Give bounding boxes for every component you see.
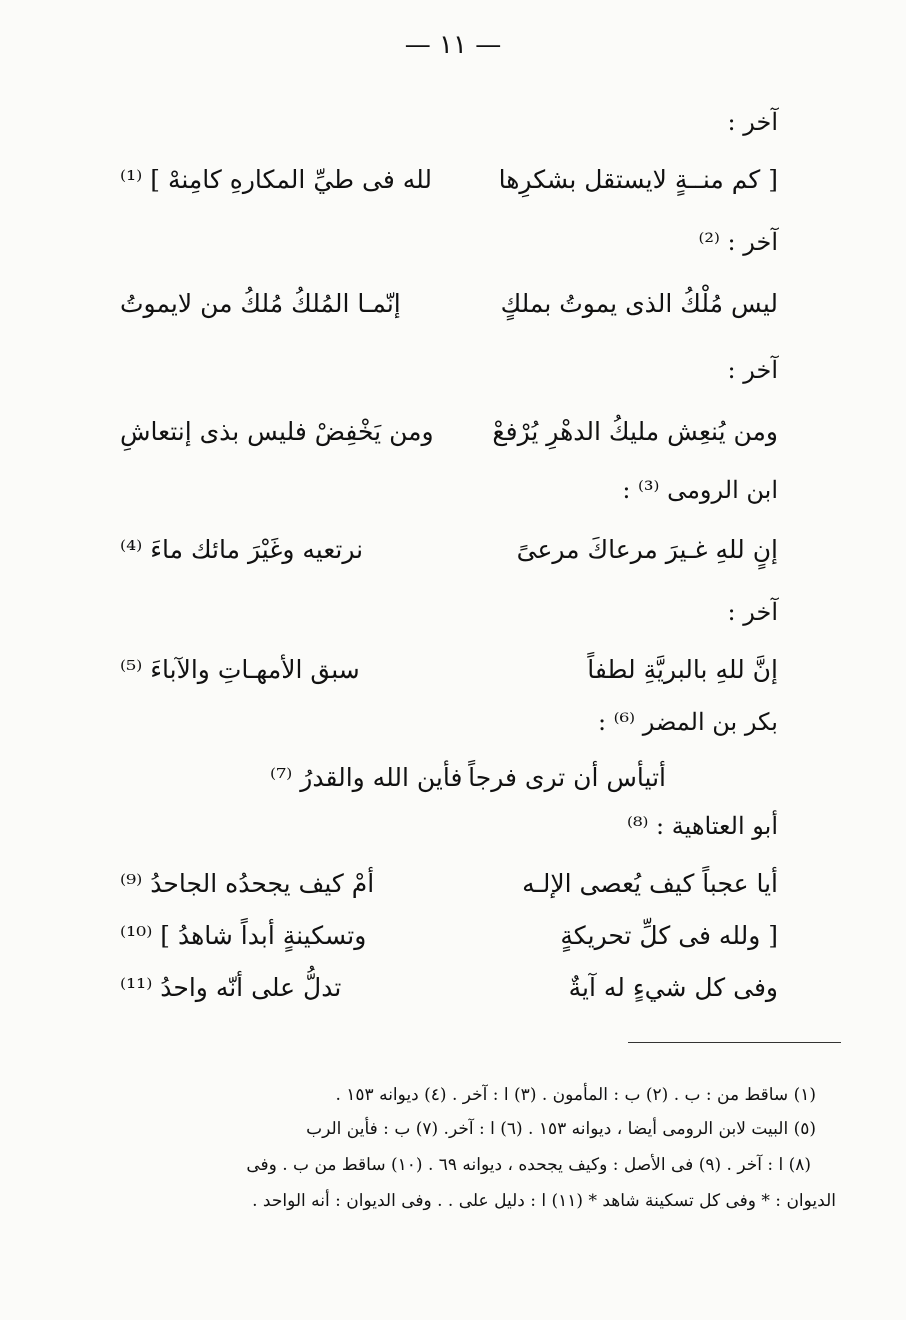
verse-line [120,158,778,202]
poet-heading: آخر : [727,356,778,384]
verse-hemistich-right: ومن يُنعِش مليكُ الدهْرِ يُرْفعْ [492,417,778,446]
footnote-line: الديوان : * وفى كل تسكينة شاهد * (١١) ا : دليل على . . وفى الديوان : أنه الواحد . [252,1191,836,1211]
poet-heading: آخر : ⁽²⁾ [698,228,778,256]
verse-line [120,966,778,1010]
poet-heading: أبو العتاهية : ⁽⁸⁾ [626,812,778,840]
verse-line [120,410,778,454]
footnote-line: (١) ساقط من : ب . (٢) ب : المأمون . (٣) ا : آخر . (٤) ديوانه ١٥٣ . [335,1085,816,1105]
verse-hemistich-right: أتيأس أن ترى فرجاً [468,763,666,792]
verse-line [120,914,778,958]
verse-hemistich-left: فأين الله والقدرُ ⁽⁷⁾ [270,763,463,792]
footnote-line: (٥) البيت لابن الرومى أيضا ، ديوانه ١٥٣ . (٦) ا : آخر. (٧) ب : فأين الرب [306,1119,816,1139]
verse-line [120,648,778,692]
verse-hemistich-right: [ ولله فى كلِّ تحريكةٍ [560,921,778,950]
verse-hemistich-left: أمْ كيف يجحدُه الجاحدُ ⁽⁹⁾ [120,869,375,898]
verse-line [270,756,666,800]
verse-hemistich-right: وفى كل شيءٍ له آيةٌ [568,973,778,1002]
verse-hemistich-right: [ كم منــةٍ لايستقل بشكرِها [498,165,778,194]
verse-hemistich-right: أيا عجباً كيف يُعصى الإلـه [522,869,778,898]
verse-hemistich-left: وتسكينةٍ أبداً شاهدُ ] ⁽¹⁰⁾ [120,921,367,950]
page-number: — ١١ — [404,30,502,60]
verse-hemistich-left: لله فى طيِّ المكارهِ كامِنهْ ] ⁽¹⁾ [120,165,433,194]
verse-hemistich-right: ليس مُلْكُ الذى يموتُ بملكٍ [500,289,778,318]
verse-line [120,862,778,906]
poet-heading: ابن الرومى ⁽³⁾ : [622,476,778,504]
verse-hemistich-left: سبق الأمهـاتِ والآباءَ ⁽⁵⁾ [120,655,360,684]
footnote-line: (٨) ا : آخر . (٩) فى الأصل : وكيف يجحده ، ديوانه ٦٩ . (١٠) ساقط من ب . وفى [246,1155,811,1175]
poet-heading: آخر : [727,598,778,626]
verse-hemistich-right: إنَّ للهِ بالبريَّةِ لطفاً [587,655,778,684]
verse-hemistich-left: تدلُّ على أنّه واحدُ ⁽¹¹⁾ [120,973,342,1002]
verse-hemistich-left: إنّمـا المُلكُ مُلكُ من لايموتُ [120,289,401,318]
poet-heading: آخر : [727,108,778,136]
verse-line [120,282,778,326]
footnote-divider [628,1042,841,1043]
verse-hemistich-right: إنٍ للهِ غـيرَ مرعاكَ مرعىً [516,535,778,564]
verse-line [120,528,778,572]
poet-heading: بكر بن المضر ⁽⁶⁾ : [597,708,778,736]
verse-hemistich-left: نرتعيه وغَيْرَ مائك ماءَ ⁽⁴⁾ [120,535,364,564]
verse-hemistich-left: ومن يَخْفِضْ فليس بذى إنتعاشِ [120,417,434,446]
